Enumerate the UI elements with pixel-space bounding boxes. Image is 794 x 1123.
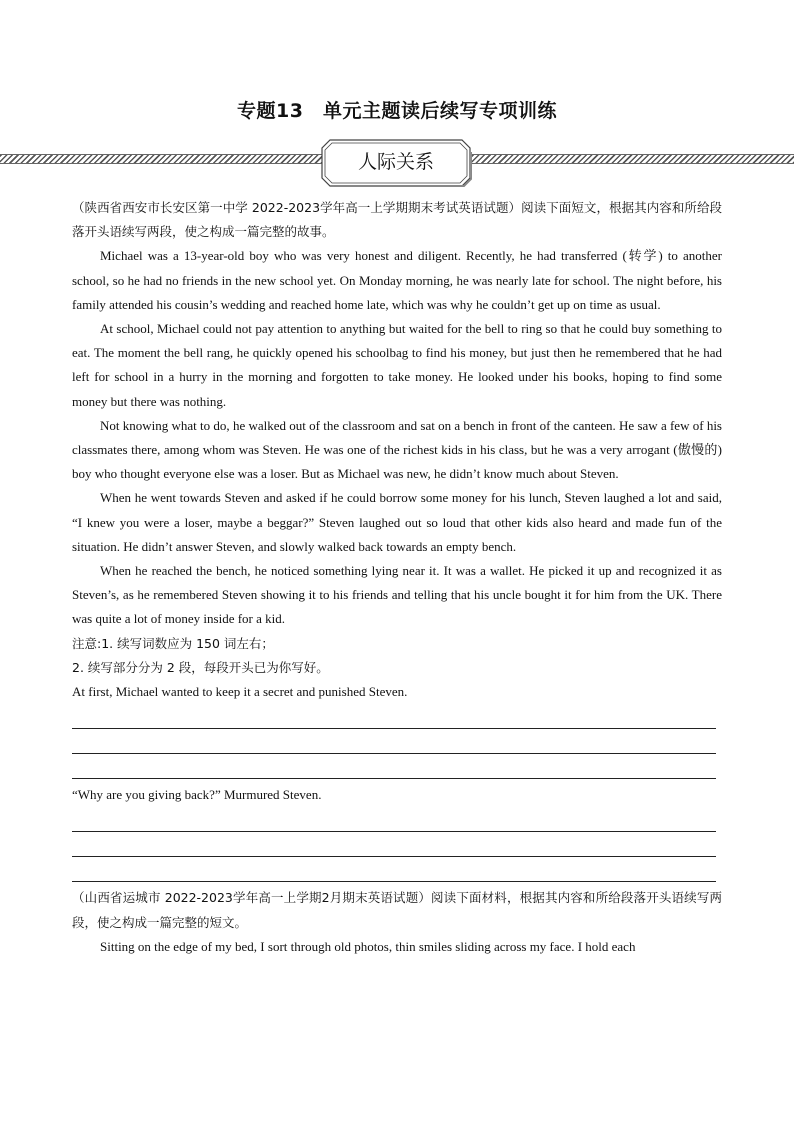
banner-stripe-left	[0, 154, 322, 164]
task1-source-intro: （陕西省西安市长安区第一中学 2022-2023学年高一上学期期末考试英语试题）阅读下面短文，根据其内容和所给段落开头语续写两段，使之构成一篇完整的故事。	[72, 200, 722, 240]
task1-paragraph: Not knowing what to do, he walked out of the classroom and sat on a bench in front of the canteen. He saw a few of his classmates there, among whom was Steven. He was one of the richest kids in his class, but he was a very arrogant (傲慢的) boy who thought everyone else was a loser. But as Michael was new, he didn’t know much about Steven.	[72, 417, 722, 482]
banner-badge	[320, 138, 472, 190]
task1-paragraph: When he went towards Steven and asked if he could borrow some money for his lunch, Steven laughed a lot and said, “I knew you were a loser, maybe a beggar?” Steven laughed out so loud that other kids also heard and made fun of the situation. He didn’t answer Steven, and slowly walked back towards an empty bench.	[72, 490, 722, 554]
task1-opening-1: At first, Michael wanted to keep it a secret and punished Steven.	[72, 684, 408, 700]
content-body	[72, 196, 722, 959]
task2-paragraph: Sitting on the edge of my bed, I sort through old photos, thin smiles sliding across my face. I hold each	[100, 938, 636, 954]
writing-line[interactable]	[72, 754, 716, 779]
writing-line[interactable]	[72, 807, 716, 832]
task1-note-1: 注意:1. 续写词数应为 150 词左右；	[72, 635, 274, 651]
banner-stripe-right	[472, 154, 794, 164]
task1-opening-2: “Why are you giving back?” Murmured Steven.	[72, 787, 322, 803]
task1-note-2: 2. 续写部分分为 2 段，每段开头已为你写好。	[72, 659, 329, 675]
task1-paragraph: At school, Michael could not pay attention to anything but waited for the bell to ring so that he could buy something to eat. The moment the bell rang, he quickly opened his schoolbag to find his money, but just then he remembered that he had left for school in a hurry in the morning and forgotten to take money. He looked under his books, hoping to find some money but there was nothing.	[72, 321, 722, 409]
banner-label: 人际关系	[357, 151, 434, 173]
page-title: 专题13 单元主题读后续写专项训练	[237, 100, 557, 122]
writing-line[interactable]	[72, 857, 716, 882]
task1-paragraph: Michael was a 13-year-old boy who was very honest and diligent. Recently, he had transferred (转学) to another school, so he had no friends in the new school yet. On Monday morning, he was nearly late for school. The night before, his family attended his cousin’s wedding and reached home late, which was why he couldn’t get up on time as usual.	[72, 248, 722, 312]
section-banner	[0, 138, 794, 194]
writing-line[interactable]	[72, 704, 716, 729]
task2-source-intro: （山西省运城市 2022-2023学年高一上学期2月期末英语试题）阅读下面材料，根据其内容和所给段落开头语续写两段，使之构成一篇完整的短文。	[72, 890, 722, 930]
writing-line[interactable]	[72, 832, 716, 857]
task1-paragraph: When he reached the bench, he noticed something lying near it. It was a wallet. He picked it up and recognized it as Steven’s, as he remembered Steven showing it to his friends and telling that his uncle bought it for him from the UK. There was quite a lot of money inside for a kid.	[72, 563, 722, 627]
writing-line[interactable]	[72, 729, 716, 754]
